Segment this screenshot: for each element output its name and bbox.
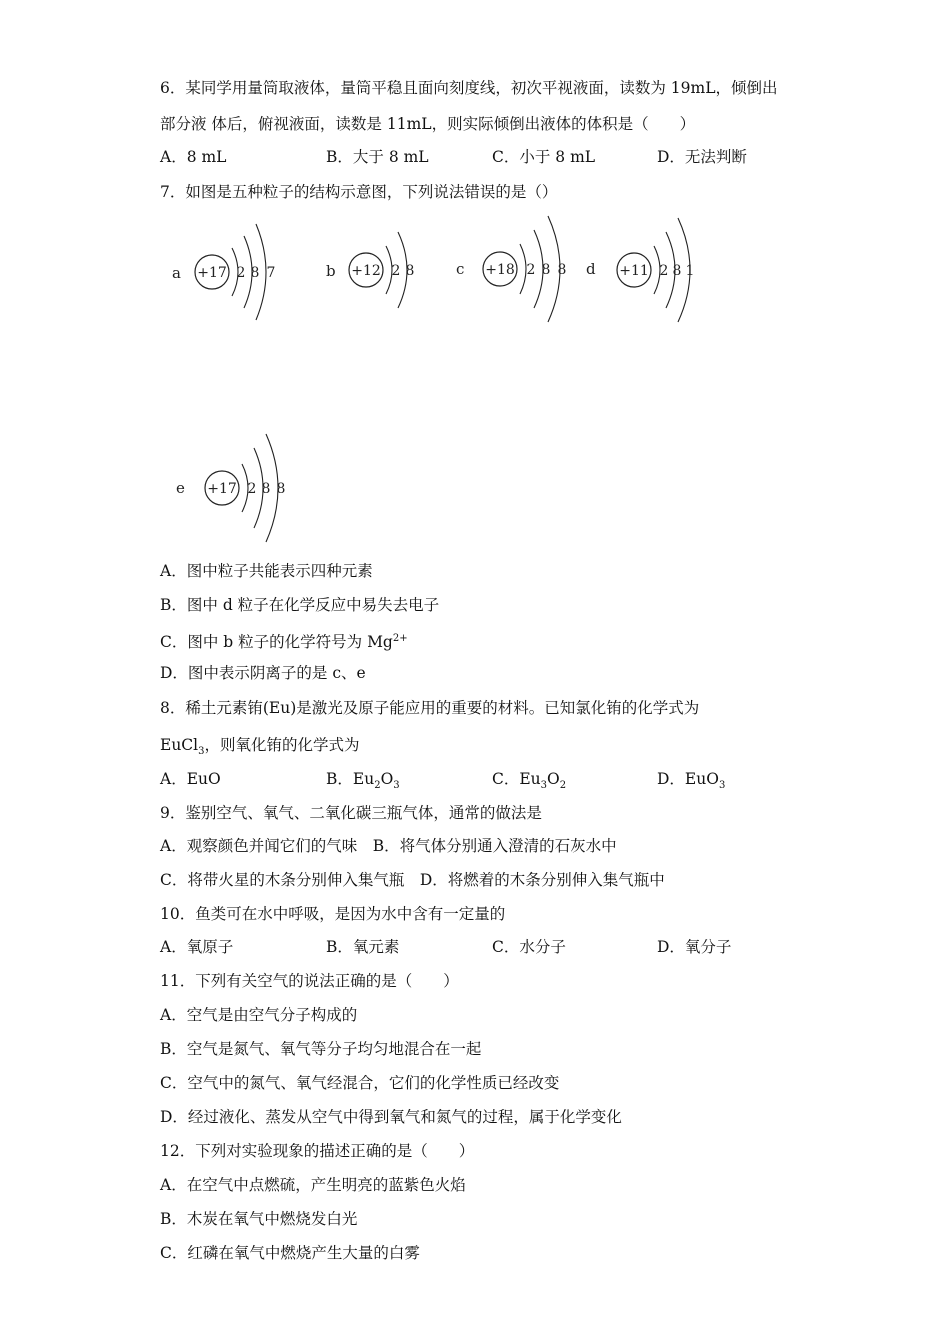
atom-diagram-c [448, 210, 588, 334]
atom-diagram-b [318, 210, 428, 334]
q12-option-a: A．在空气中点燃硫，产生明亮的蓝紫色火焰 [160, 1176, 466, 1194]
atom-c-shell2: 8 [541, 262, 551, 278]
q12-option-c: C．红磷在氧气中燃烧产生大量的白雾 [160, 1244, 420, 1262]
q10-stem: 10．鱼类可在水中呼吸，是因为水中含有一定量的 [160, 905, 506, 923]
q12-option-b: B．木炭在氧气中燃烧发白光 [160, 1210, 358, 1228]
q8-stem-line2 [160, 735, 360, 762]
q7-option-c [160, 629, 408, 652]
q6-option-b: B．大于 8 mL [326, 148, 429, 166]
atom-b-nucleus: +12 [351, 263, 381, 279]
q9-options-line1: A．观察颜色并闻它们的气味 B．将气体分别通入澄清的石灰水中 [160, 837, 617, 855]
atom-c-shell1: 2 [526, 262, 536, 278]
atom-e-shell3: 8 [276, 481, 286, 497]
q7-option-c-text: C．图中 b 粒子的化学符号为 Mg [160, 633, 393, 652]
atom-e-nucleus: +17 [207, 481, 237, 497]
atom-c-label: c [456, 260, 465, 278]
q7-option-a: A．图中粒子共能表示四种元素 [160, 562, 373, 580]
atom-a-label: a [172, 264, 181, 282]
q12-stem: 12．下列对实验现象的描述正确的是（ ） [160, 1142, 475, 1160]
atom-diagram-d [582, 210, 712, 334]
atom-a-shell2: 8 [250, 265, 260, 281]
q8-option-d [657, 769, 725, 796]
q8-option-b-sub1: 2 [374, 780, 381, 792]
atom-d-shell3: 1 [685, 263, 695, 279]
q8-stem-subscript: 3 [198, 746, 205, 758]
q8-option-b [326, 769, 400, 796]
q6-option-d: D．无法判断 [657, 148, 747, 166]
q11-stem: 11．下列有关空气的说法正确的是（ ） [160, 972, 459, 990]
q6-stem-line1: 6．某同学用量筒取液体，量筒平稳且面向刻度线，初次平视液面，读数为 19mL，倾倒出 [160, 79, 778, 97]
q8-option-b-sub2: 3 [393, 780, 400, 792]
q10-option-c: C．水分子 [492, 938, 566, 956]
q6-option-c: C．小于 8 mL [492, 148, 596, 166]
q8-stem-formula: EuCl [160, 736, 199, 754]
atom-a-shell1: 2 [236, 265, 246, 281]
q6-option-a: A．8 mL [160, 148, 227, 166]
q8-option-a: A．EuO [160, 770, 221, 788]
q6-stem-line2: 部分液 体后，俯视液面，读数是 11mL，则实际倾倒出液体的体积是（ ） [160, 115, 696, 133]
q8-option-d-part1: D．EuO [657, 770, 719, 788]
atom-d-label: d [586, 260, 596, 278]
atom-b-shell1: 2 [391, 263, 401, 279]
atom-d-shell2: 8 [672, 263, 682, 279]
atom-a-nucleus: +17 [197, 265, 227, 281]
atom-a-shell3: 7 [266, 265, 276, 281]
atom-c-shell3: 8 [557, 262, 567, 278]
atom-b-label: b [326, 262, 336, 280]
q11-option-a: A．空气是由空气分子构成的 [160, 1006, 358, 1024]
q10-option-d: D．氧分子 [657, 938, 732, 956]
q8-stem-rest: ，则氧化铕的化学式为 [204, 736, 360, 754]
q11-option-b: B．空气是氮气、氧气等分子均匀地混合在一起 [160, 1040, 482, 1058]
q8-option-d-sub1: 3 [718, 780, 726, 792]
q9-options-line2: C．将带火星的木条分别伸入集气瓶 D．将燃着的木条分别伸入集气瓶中 [160, 871, 665, 889]
q11-option-d: D．经过液化、蒸发从空气中得到氧气和氮气的过程，属于化学变化 [160, 1108, 622, 1126]
q8-option-c-sub1: 3 [540, 780, 548, 792]
q7-option-b: B．图中 d 粒子在化学反应中易失去电子 [160, 596, 440, 614]
q7-option-d: D．图中表示阴离子的是 c、e [160, 664, 366, 682]
q8-option-c-part1: C．Eu [492, 770, 541, 788]
q10-option-a: A．氧原子 [160, 938, 234, 956]
atom-diagram-e [168, 428, 298, 552]
q9-stem: 9．鉴别空气、氧气、二氧化碳三瓶气体，通常的做法是 [160, 804, 542, 822]
q8-option-c-part2: O [547, 770, 560, 788]
q8-stem-line1: 8．稀土元素铕(Eu)是激光及原子能应用的重要的材料。已知氯化铕的化学式为 [160, 699, 700, 717]
q8-option-b-part2: O [380, 770, 394, 788]
atom-e-label: e [176, 479, 185, 497]
atom-d-nucleus: +11 [619, 263, 649, 279]
atom-d-shell1: 2 [659, 263, 669, 279]
q11-option-c: C．空气中的氮气、氧气经混合，它们的化学性质已经改变 [160, 1074, 560, 1092]
q7-stem: 7．如图是五种粒子的结构示意图，下列说法错误的是（） [160, 183, 558, 201]
q10-option-b: B．氧元素 [326, 938, 400, 956]
atom-c-nucleus: +18 [485, 262, 515, 278]
atom-e-shell2: 8 [261, 481, 271, 497]
atom-diagram-a [160, 210, 290, 334]
q8-option-c-sub2: 2 [559, 780, 567, 792]
atom-e-shell1: 2 [247, 481, 257, 497]
atom-b-shell2: 8 [405, 263, 415, 279]
q7-option-c-charge: 2+ [392, 633, 408, 644]
q8-option-c [492, 769, 566, 796]
q8-option-b-part1: B．Eu [326, 770, 375, 788]
